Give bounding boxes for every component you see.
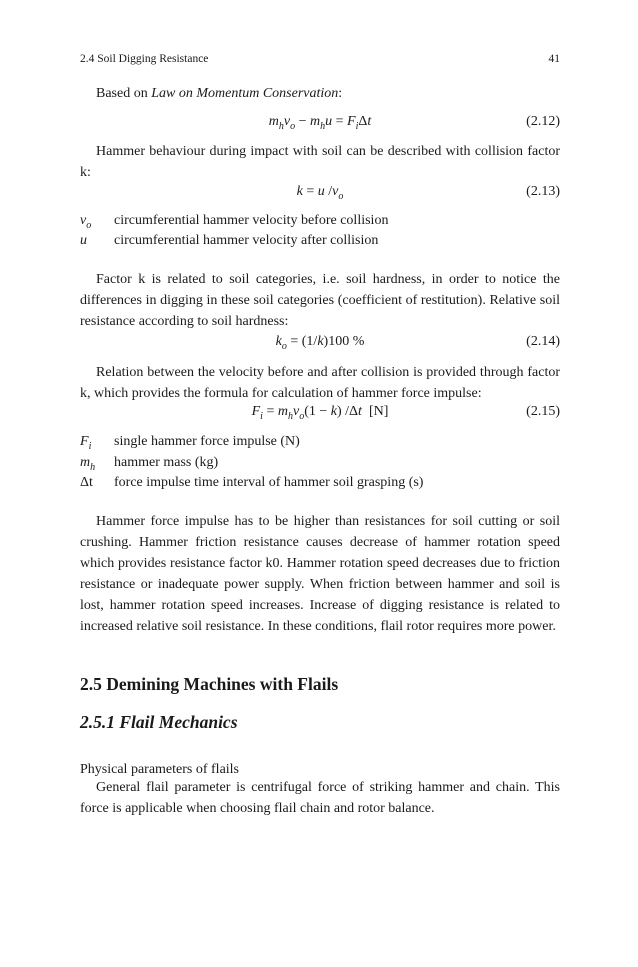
definition-text: single hammer force impulse (N) bbox=[114, 434, 300, 449]
definition-text: force impulse time interval of hammer soil grasping (s) bbox=[114, 475, 424, 490]
definition-symbol: u bbox=[80, 233, 87, 248]
subsection-heading: 2.5.1 Flail Mechanics bbox=[80, 712, 238, 732]
collision-paragraph: Hammer behaviour during impact with soil can be described with collision factor k: bbox=[80, 144, 560, 180]
general-paragraph: General flail parameter is centrifugal force of striking hammer and chain. This force is applicable when choosing flail chain and rotor balance. bbox=[80, 780, 560, 816]
equation-2-12-formula: $m_hv_o - m_hu = F_i\Delta t$ bbox=[268, 114, 372, 132]
intro-paragraph: Based on Law on Momentum Conservation: bbox=[96, 86, 343, 101]
definition-symbol: Δt bbox=[80, 475, 93, 490]
equation-2-13-formula: k = u $/v_o$ bbox=[296, 184, 344, 202]
section-heading: 2.5 Demining Machines with Flails bbox=[80, 674, 339, 694]
equation-2-15-formula: $F_i = m_hv_o(1 - k)$ /Δt [N] bbox=[251, 404, 389, 422]
page-number: 41 bbox=[548, 53, 560, 65]
equation-2-12 bbox=[80, 114, 560, 136]
definition-row bbox=[80, 455, 560, 476]
equation-2-14-formula: $k_o = (1/k)100$ % bbox=[275, 334, 365, 352]
definition-symbol: $F_i$ bbox=[80, 434, 92, 452]
definition-symbol: $v_o$ bbox=[80, 213, 92, 231]
law-name: Law on Momentum Conservation bbox=[151, 86, 339, 101]
impulse-paragraph: Hammer force impulse has to be higher than resistances for soil cutting or soil crushing. Hammer friction resistance causes decrease of hammer rotation speed which provides resistance factor k0. Hammer rotation speed decreases due to friction resistance or inadequate power supply. When friction between hammer and soil is lost, hammer rotation speed increases. Increase of digging resistance is related to increased relative soil resistance. In these conditions, flail rotor requires more power. bbox=[80, 514, 560, 634]
definition-text: hammer mass (kg) bbox=[114, 455, 219, 470]
definition-text: circumferential hammer velocity after collision bbox=[114, 233, 379, 248]
equation-number: (2.14) bbox=[526, 334, 560, 349]
definition-row bbox=[80, 233, 560, 254]
physical-parameters-label: Physical parameters of flails bbox=[80, 762, 240, 777]
equation-2-13 bbox=[80, 184, 560, 206]
definition-row bbox=[80, 213, 560, 234]
running-head-section: 2.4 Soil Digging Resistance bbox=[80, 53, 209, 65]
definition-row bbox=[80, 475, 560, 496]
book-page bbox=[80, 0, 560, 967]
factor-paragraph: Factor k is related to soil categories, i.e. soil hardness, in order to notice the differences in digging in these soil categories (coefficient of restitution). Relative soil resistance according to soil hardness: bbox=[80, 272, 560, 329]
definition-text: circumferential hammer velocity before collision bbox=[114, 213, 389, 228]
equation-2-14 bbox=[80, 334, 560, 356]
definition-symbol: $m_h$ bbox=[80, 455, 96, 473]
relation-paragraph: Relation between the velocity before and after collision is provided through factor k, which provides the formula for calculation of hammer force impulse: bbox=[80, 365, 560, 401]
equation-number: (2.12) bbox=[526, 114, 560, 129]
definition-row bbox=[80, 434, 560, 455]
equation-number: (2.13) bbox=[526, 184, 560, 199]
equation-number: (2.15) bbox=[526, 404, 560, 419]
equation-2-15 bbox=[80, 404, 560, 426]
